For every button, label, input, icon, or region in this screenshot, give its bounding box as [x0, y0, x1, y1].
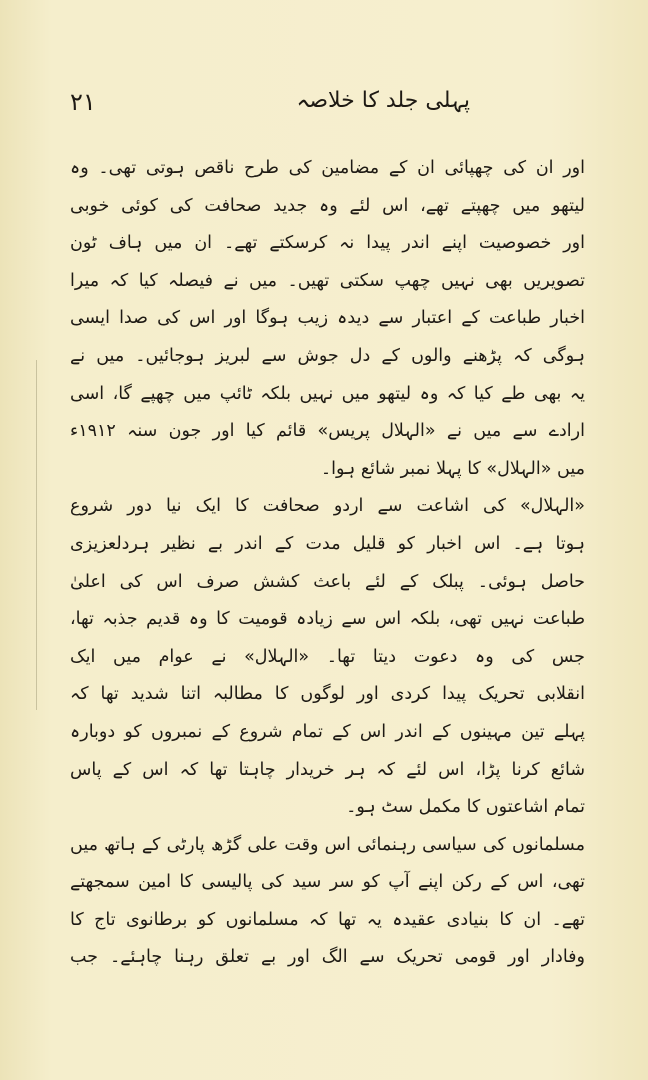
running-title: پہلی جلد کا خلاصہ — [296, 88, 470, 113]
text-line: تھے۔ ان کا بنیادی عقیدہ یہ تھا کہ مسلمانوں کو برطانوی تاج کا — [70, 909, 585, 930]
page-header — [70, 86, 590, 126]
text-line: تھی، اس کے رکن اپنے آپ کو سر سید کی پالیسی کا امین سمجھتے — [70, 872, 585, 893]
text-line: یہ بھی طے کیا کہ وہ لیتھو میں نہیں بلکہ ٹائپ میں چھپے گا، اسی — [70, 383, 585, 404]
text-line: طباعت نہیں تھی، بلکہ اس سے زیادہ قومیت کا وہ قدیم جذبہ تھا، — [70, 609, 585, 630]
text-line: اور ان کی چھپائی ان کے مضامین کی طرح ناقص ہوتی تھی۔ وہ — [70, 158, 585, 178]
paragraph — [70, 150, 585, 488]
paragraph — [70, 488, 585, 826]
text-line: اخبار طباعت کے اعتبار سے دیدہ زیب ہوگا اور اس کی صدا ایسی — [70, 308, 585, 329]
page-number: ۲۱ — [70, 88, 96, 116]
text-line: پہلے تین مہینوں کے اندر اس کے تمام شروع کے نمبروں کو دوبارہ — [70, 721, 585, 742]
page-crease — [36, 360, 37, 710]
text-line: وفادار اور قومی تحریک سے الگ اور بے تعلق رہنا چاہئے۔ جب — [70, 947, 585, 968]
text-line: میں «الہلال» کا پہلا نمبر شائع ہوا۔ — [320, 458, 585, 479]
text-line: مسلمانوں کی سیاسی رہنمائی اس وقت علی گڑھ پارٹی کے ہاتھ میں — [70, 834, 585, 855]
text-line: جس کی وہ دعوت دیتا تھا۔ «الہلال» نے عوام میں ایک — [70, 646, 585, 667]
text-line: ہوگی کہ پڑھنے والوں کے دل جوش سے لبریز ہوجائیں۔ میں نے — [70, 345, 585, 366]
text-line: اور خصوصیت اپنے اندر پیدا نہ کرسکتے تھے۔ ان میں ہاف ٹون — [70, 233, 585, 254]
paragraph — [70, 827, 585, 977]
text-line: شائع کرنا پڑا، اس لئے کہ ہر خریدار چاہتا تھا کہ اس کے پاس — [70, 759, 585, 780]
text-line: ارادے سے میں نے «الہلال پریس» قائم کیا اور جون سنہ ۱۹۱۲ء — [70, 421, 585, 442]
text-line: حاصل ہوئی۔ پبلک کے لئے باعث کشش صرف اس کی اعلیٰ — [70, 571, 585, 592]
text-line: لیتھو میں چھپتے تھے، اس لئے وہ جدید صحافت کی کوئی خوبی — [70, 195, 585, 216]
text-line: «الہلال» کی اشاعت سے اردو صحافت کا ایک نیا دور شروع — [70, 496, 585, 517]
text-line: تصویریں بھی نہیں چھپ سکتی تھیں۔ میں نے فیصلہ کیا کہ میرا — [70, 270, 585, 291]
text-line: انقلابی تحریک پیدا کردی اور لوگوں کا مطالبہ اتنا شدید تھا کہ — [70, 684, 585, 705]
text-line: ہوتا ہے۔ اس اخبار کو قلیل مدت کے اندر بے نظیر ہردلعزیزی — [70, 533, 585, 554]
body-text — [70, 150, 585, 977]
text-line: تمام اشاعتوں کا مکمل سٹ ہو۔ — [346, 797, 585, 818]
